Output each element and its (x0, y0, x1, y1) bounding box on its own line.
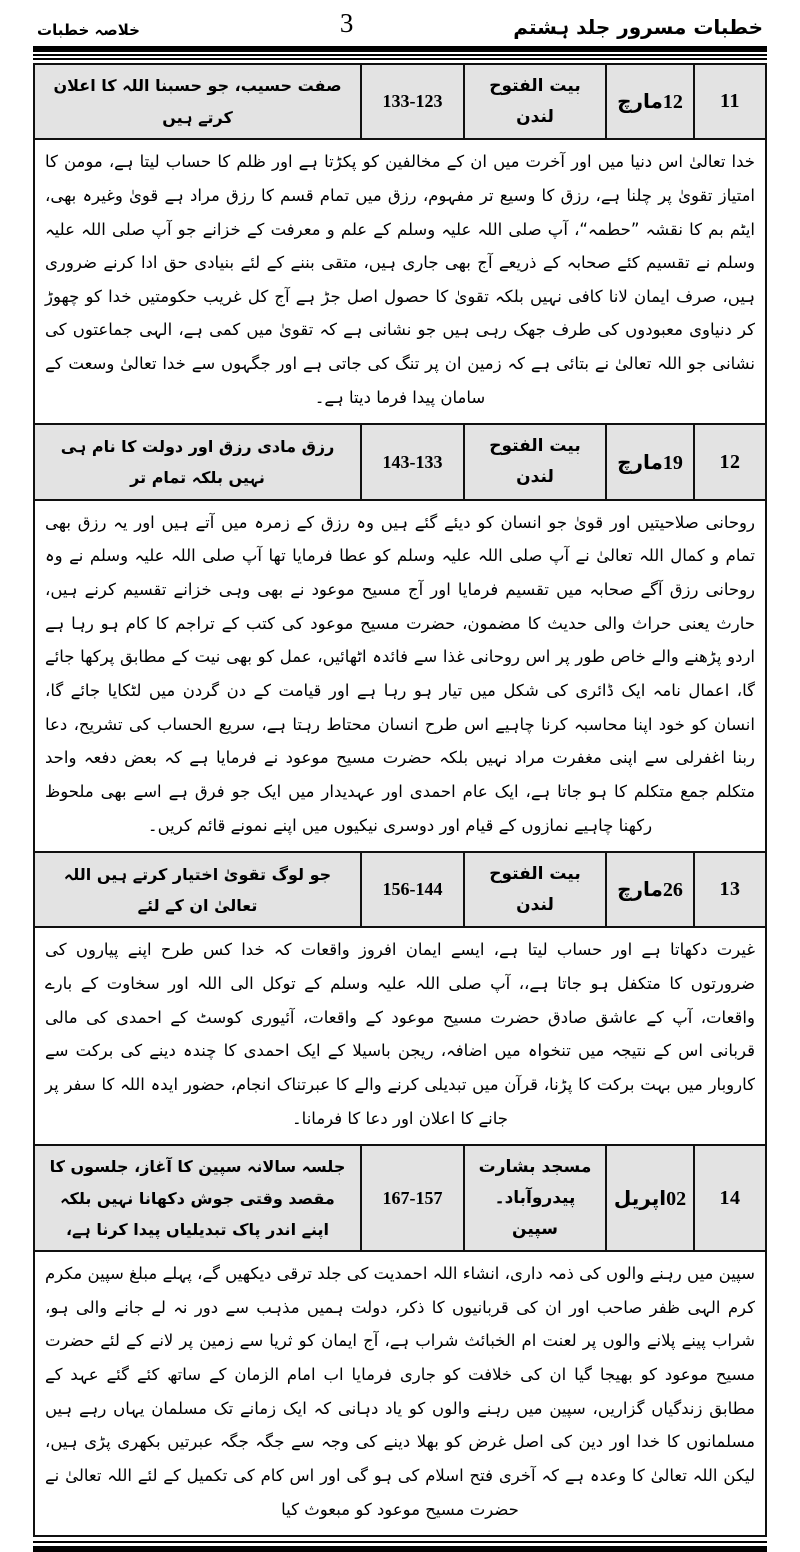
footer-thick-rule (33, 1546, 767, 1552)
page-number: 3 (339, 8, 354, 38)
pages-cell (360, 853, 463, 926)
title-cell: جلسہ سالانہ سپین کا آغاز، جلسوں کا مقصد وقتی جوش دکھانا نہیں بلکہ اپنے اندر پاک تبدیلیاں پیدا کرنا ہے، (49, 1157, 346, 1239)
footer-rules (33, 1541, 767, 1552)
title-cell: جو لوگ تقویٰ اختیار کرتے ہیں اللہ تعالیٰ ان کے لئے (63, 864, 332, 915)
khutba-section (35, 853, 765, 1146)
summary-text: غیرت دکھاتا ہے اور حساب لیتا ہے، ایسے ایمان افروز واقعات کہ خدا کس طرح اپنے پیاروں کی ضرورتوں کا متکفل ہو جاتا ہے،، آپ صلی اللہ علیہ وسلم کے توکل الی اللہ اور سخاوت کے بارے واقعات، آپ کے عاشق صادق حضرت مسیح موعود کے واقعات، آئیوری کوسٹ کے احمدی کی مالی قربانی اس کے نتیجہ میں تنخواہ میں اضافہ، ریجن باسیلا کے ایک احمدی کا چندہ دینے کی برکت سے کاروبار میں بہت برکت کا پڑنا، قرآن میں تبدیلی کرنے والے کا عبرتناک انجام، حضور ایدہ اللہ کا سفر پر جانے کا اعلان اور دعا کا فرمانا۔ (35, 928, 765, 1146)
date-cell: 26مارچ (605, 853, 693, 926)
page-range: 133-123 (382, 91, 443, 112)
date-cell: 19مارچ (605, 425, 693, 498)
page-range: 156-144 (382, 879, 443, 900)
pages-cell (360, 65, 463, 138)
khutba-header-row (35, 425, 765, 500)
summary-text: خدا تعالیٰ اس دنیا میں اور آخرت میں ان کے مخالفین کو پکڑتا ہے اور ظلم کا حساب لیتا ہے، مومن کا امتیاز تقویٰ پر چلنا ہے، رزق کا وسیع تر مفہوم، رزق میں تمام قسم کا رزق مراد ہے قویٰ وغیرہ بھی، ایٹم بم کا نقشہ ”حطمہ“، آپ صلی اللہ علیہ وسلم کے علم و معرفت کے خزانے جو آپ صلی اللہ علیہ وسلم نے تقسیم کئے صحابہ کے ذریعے آج بھی جاری ہیں، متقی بننے کے لئے بنیادی حق ادا کرنے ضروری ہیں، صرف ایمان لانا کافی نہیں بلکہ تقویٰ کا حصول اصل جڑ ہے آج کل غریب حکومتیں خدا کو چھوڑ کر دنیاوی معبودوں کی طرف جھک رہی ہیں جو نشانی ہے کہ تقویٰ میں کمی ہے، الہی جماعتوں کی نشانی جو اللہ تعالیٰ نے بتائی ہے کہ زمین ان پر تنگ کی جاتی ہے اور جگہوں سے خدا تعالیٰ وسعت کے سامان پیدا فرما دیتا ہے۔ (35, 140, 765, 425)
khutbat-summary-table (33, 63, 767, 1537)
location-cell: بیت الفتوح لندن (463, 425, 605, 498)
location-cell: بیت الفتوح لندن (463, 65, 605, 138)
khutba-header-row (35, 1146, 765, 1252)
summary-text: روحانی صلاحیتیں اور قویٰ جو انسان کو دیئے گئے ہیں وہ رزق کے زمرہ میں آتے ہیں اور یہ رزق بھی تمام و کمال اللہ تعالیٰ نے آپ صلی اللہ علیہ وسلم کو عطا فرمایا تھا آپ صلی اللہ علیہ وسلم نے وہ روحانی رزق آگے صحابہ میں تقسیم فرمایا اور آج مسیح موعود نے بھی وہی خزانے تقسیم کرنے ہیں، حارث یعنی حراث والی حدیث کا مضمون، حضرت مسیح موعود کی کتب کے تراجم کا کام ہو رہا ہے اردو پڑھنے والے خاص طور پر اس روحانی غذا سے فائدہ اٹھائیں، عمل کو بھی نیت کے مطابق پرکھا جائے گا، اعمال نامہ ایک ڈائری کی شکل میں تیار ہو رہا ہے اور قیامت کے دن گردن میں لٹکایا جائے گا، انسان کو خود اپنا محاسبہ کرنا چاہیے اس طرح انسان محتاط رہتا ہے، سریع الحساب کی تشریح، دعا ربنا اغفرلی سے اپنی مغفرت مراد نہیں بلکہ حضرت مسیح موعود نے فرمایا ہے کہ بعض دفعہ واحد متکلم جمع متکلم کا ہو جاتا ہے، ایک عام احمدی اور عہدیدار میں ایک جو فرق ہے اسے بھی ملحوظ رکھنا چاہیے نمازوں کے قیام اور دوسری نیکیوں میں اپنے نمونے قائم کریں۔ (35, 501, 765, 854)
pages-cell (360, 425, 463, 498)
title-cell: صفت حسیب، جو حسبنا اللہ کا اعلان کرتے ہیں (53, 76, 342, 127)
masthead-thin-rule-2 (33, 58, 767, 60)
section-title: خلاصہ خطبات (37, 21, 140, 39)
serial-cell: 13 (693, 853, 765, 926)
khutba-section (35, 65, 765, 425)
khutba-section (35, 425, 765, 853)
khutba-section (35, 1146, 765, 1535)
khutba-header-row (35, 65, 765, 140)
page-masthead (33, 6, 767, 46)
date-cell: 02اپریل (605, 1146, 693, 1250)
page-range: 143-133 (382, 451, 443, 472)
summary-text: سپین میں رہنے والوں کی ذمہ داری، انشاء اللہ احمدیت کی جلد ترقی دیکھیں گے، پہلے مبلغ سپین مکرم کرم الہی ظفر صاحب اور ان کی قربانیوں کا ذکر، دولت ہمیں مذہب سے دور نہ لے جانے والی ہو، شراب پینے پلانے والوں پر لعنت ام الخبائث شراب ہے، آج ایمان کو ثریا سے زمین پر لانے کے لئے حضرت مسیح موعود کو بھیجا گیا ان کی خلافت کو جاری فرمایا اب امام الزمان کے ساتھ کئے گئے عہد کے مطابق زندگیاں گزاریں، سپین میں رہنے والوں کو یاد دہانی کہ ایک زمانے تک مسلمان یہاں رہے ہیں مسلمانوں کا خدا اور دین کی اصل غرض کو بھلا دینے کی وجہ سے جگہ جگہ عبرتیں بکھری پڑی ہیں، لیکن اللہ تعالیٰ کا وعدہ ہے کہ آخری فتح اسلام کی ہو گی اور اس کام کی تکمیل کے لئے اللہ تعالیٰ نے حضرت مسیح موعود کو مبعوث کیا (45, 1264, 755, 1519)
title-cell: رزق مادی رزق اور دولت کا نام ہی نہیں بلکہ تمام تر (60, 436, 335, 488)
page-range: 167-157 (382, 1187, 443, 1208)
volume-title: خطبات مسرور جلد ہشتم (513, 15, 763, 39)
serial-cell: 11 (693, 65, 765, 138)
location-cell: مسجد بشارت پیدروآباد۔ سپین (463, 1146, 605, 1250)
date-cell: 12مارچ (605, 65, 693, 138)
pages-cell (360, 1146, 463, 1250)
location-cell: بیت الفتوح لندن (463, 853, 605, 926)
serial-cell: 12 (693, 425, 765, 498)
serial-cell: 14 (693, 1146, 765, 1250)
khutba-header-row (35, 853, 765, 928)
